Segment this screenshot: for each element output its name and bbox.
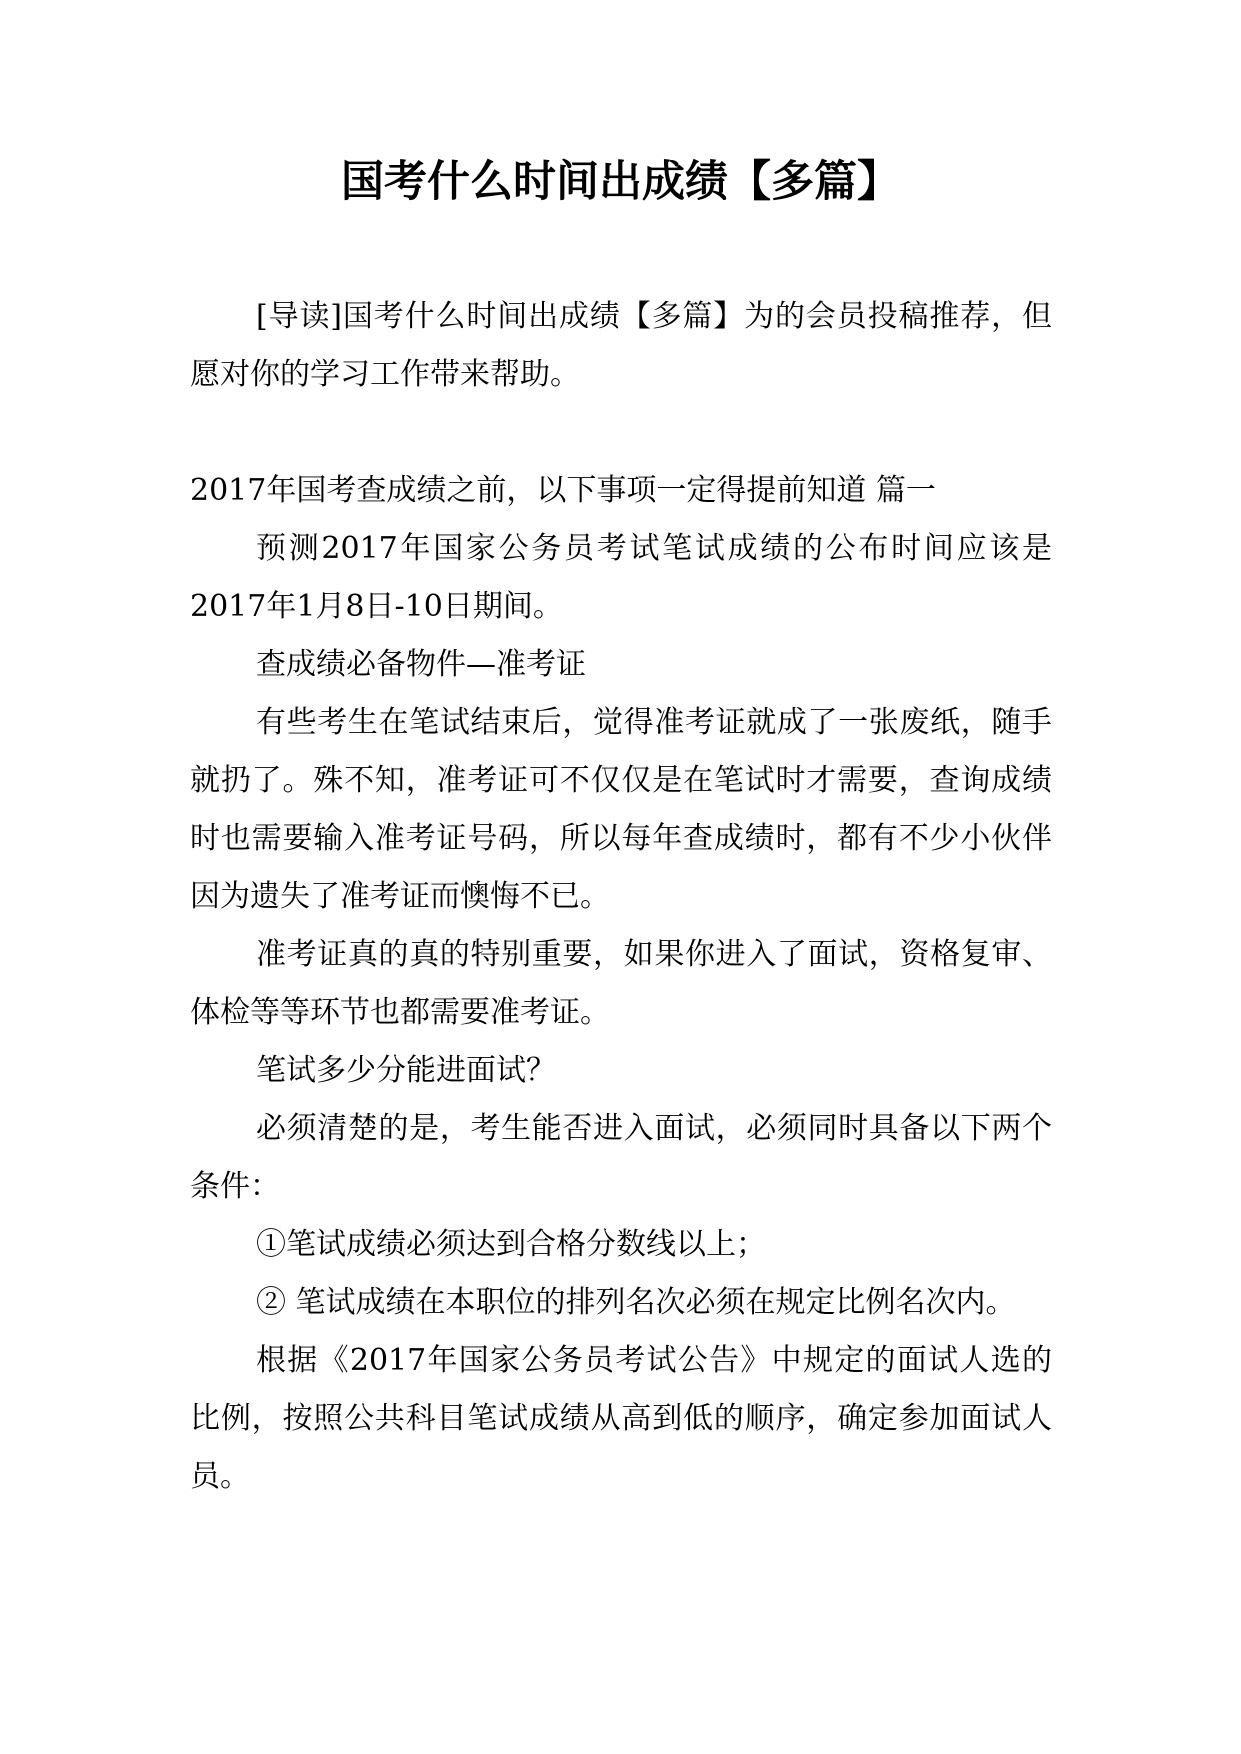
section-heading: 2017年国考查成绩之前，以下事项一定得提前知道 篇一 — [190, 473, 936, 508]
document-title: 国考什么时间出成绩【多篇】 — [341, 157, 900, 207]
paragraph: 有些考生在笔试结束后，觉得准考证就成了一张废纸，随手就扔了。殊不知，准考证可不仅仅是在笔试时才需要，查询成绩时也需要输入准考证号码，所以每年查成绩时，都有不少小伙伴因为遗失了准考证而懊悔不已。 — [190, 705, 1052, 914]
intro-paragraph: [导读]国考什么时间出成绩【多篇】为的会员投稿推荐，但愿对你的学习工作带来帮助。 — [190, 299, 1052, 392]
list-item: ② 笔试成绩在本职位的排列名次必须在规定比例名次内。 — [256, 1285, 1016, 1320]
list-item: ①笔试成绩必须达到合格分数线以上； — [256, 1227, 766, 1262]
paragraph: 必须清楚的是，考生能否进入面试，必须同时具备以下两个条件： — [190, 1111, 1052, 1204]
document-body — [190, 288, 1052, 1506]
blank-line — [190, 404, 1052, 462]
paragraph: 预测2017年国家公务员考试笔试成绩的公布时间应该是2017年1月8日-10日期间。 — [190, 531, 1052, 624]
paragraph: 查成绩必备物件—准考证 — [256, 647, 586, 682]
paragraph: 笔试多少分能进面试？ — [256, 1053, 556, 1088]
paragraph: 准考证真的真的特别重要，如果你进入了面试，资格复审、体检等等环节也都需要准考证。 — [190, 937, 1052, 1030]
paragraph: 根据《2017年国家公务员考试公告》中规定的面试人选的比例，按照公共科目笔试成绩从高到低的顺序，确定参加面试人员。 — [190, 1343, 1052, 1494]
